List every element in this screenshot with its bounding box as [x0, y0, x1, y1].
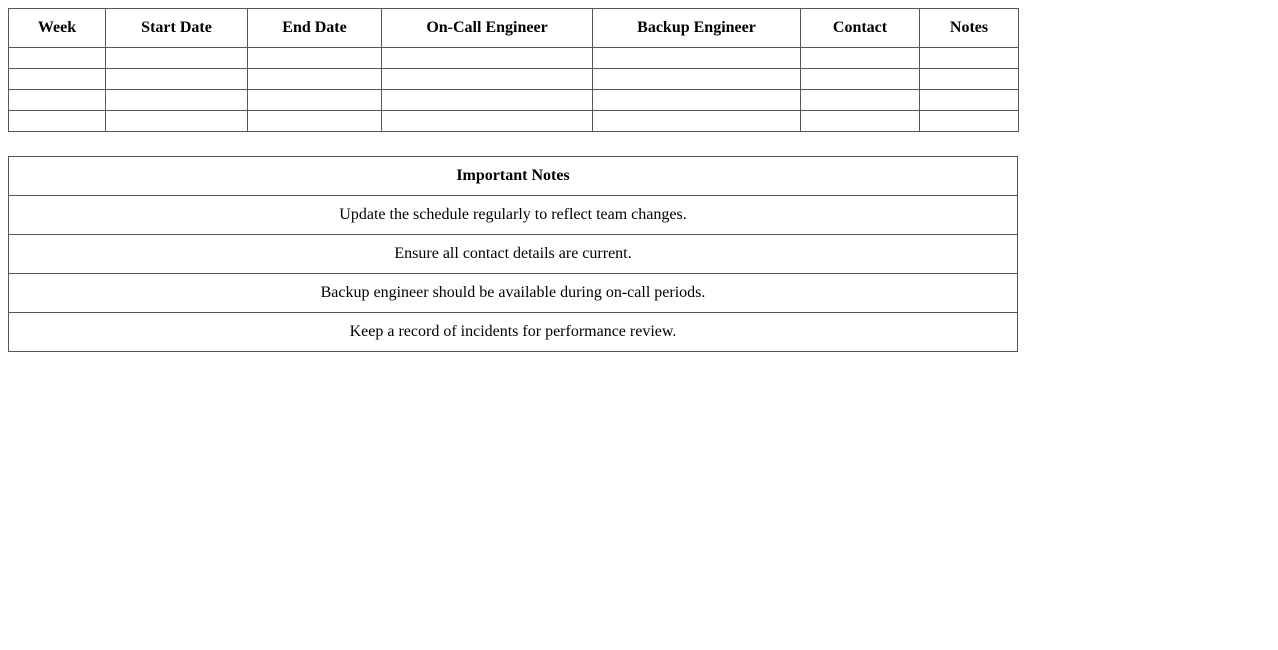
table-cell — [593, 69, 801, 90]
table-cell — [248, 111, 382, 132]
note-text: Ensure all contact details are current. — [9, 235, 1018, 274]
schedule-header-row — [9, 9, 1019, 48]
table-cell — [593, 90, 801, 111]
table-cell — [920, 111, 1019, 132]
column-header-start-date: Start Date — [106, 9, 248, 48]
table-cell — [382, 48, 593, 69]
list-item — [9, 196, 1018, 235]
list-item — [9, 274, 1018, 313]
column-header-backup-engineer: Backup Engineer — [593, 9, 801, 48]
table-cell — [248, 48, 382, 69]
column-header-week: Week — [9, 9, 106, 48]
important-notes-table — [8, 156, 1018, 352]
on-call-schedule-table — [8, 8, 1019, 132]
column-header-contact: Contact — [801, 9, 920, 48]
notes-header-row — [9, 157, 1018, 196]
table-cell — [920, 48, 1019, 69]
table-cell — [9, 48, 106, 69]
table-cell — [920, 90, 1019, 111]
table-cell — [801, 48, 920, 69]
note-text: Keep a record of incidents for performance review. — [9, 313, 1018, 352]
list-item — [9, 313, 1018, 352]
table-cell — [593, 48, 801, 69]
table-cell — [106, 69, 248, 90]
table-cell — [248, 90, 382, 111]
table-cell — [9, 90, 106, 111]
table-cell — [920, 69, 1019, 90]
table-row — [9, 111, 1019, 132]
table-cell — [801, 90, 920, 111]
note-text: Update the schedule regularly to reflect team changes. — [9, 196, 1018, 235]
table-row — [9, 69, 1019, 90]
table-cell — [382, 90, 593, 111]
table-cell — [248, 69, 382, 90]
note-text: Backup engineer should be available during on-call periods. — [9, 274, 1018, 313]
column-header-notes: Notes — [920, 9, 1019, 48]
table-cell — [382, 111, 593, 132]
table-cell — [382, 69, 593, 90]
table-cell — [9, 111, 106, 132]
table-cell — [106, 90, 248, 111]
table-row — [9, 90, 1019, 111]
list-item — [9, 235, 1018, 274]
column-header-on-call-engineer: On-Call Engineer — [382, 9, 593, 48]
notes-title: Important Notes — [9, 157, 1018, 196]
table-cell — [593, 111, 801, 132]
column-header-end-date: End Date — [248, 9, 382, 48]
table-cell — [9, 69, 106, 90]
table-row — [9, 48, 1019, 69]
table-cell — [801, 69, 920, 90]
table-cell — [801, 111, 920, 132]
table-cell — [106, 111, 248, 132]
table-cell — [106, 48, 248, 69]
document-sheet — [8, 8, 1018, 352]
